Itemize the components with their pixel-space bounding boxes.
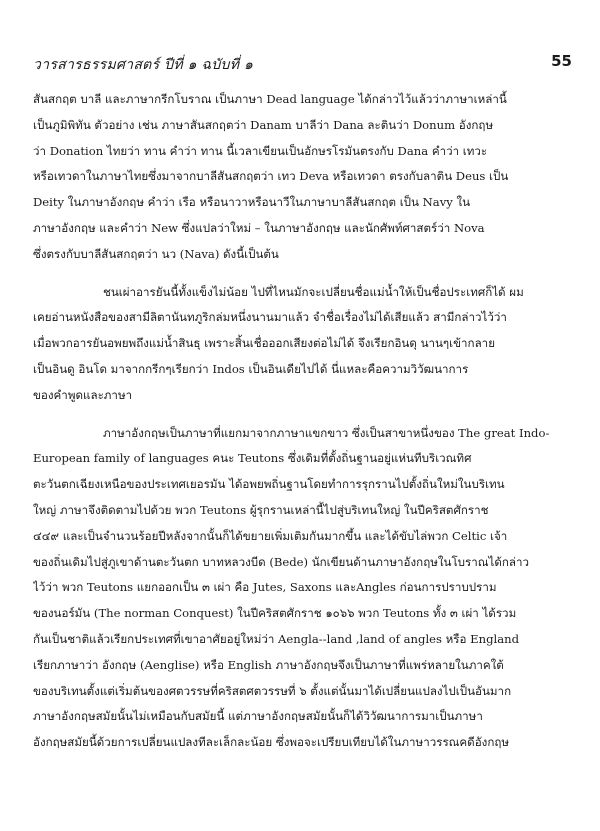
text-line: ภาษาอังกฤษเป็นภาษาที่แยกมาจากภาษาแขกขาว ซึ่งเป็นสาขาหนึ่งของ The great Indo-	[103, 425, 550, 440]
paragraph	[33, 280, 572, 409]
text-line: ว่า Donation ไทยว่า ทาน คำว่า ทาน นี้เวลาเขียนเป็นอักษรโรมันตรงกับ Dana คำว่า เทวะ	[33, 143, 488, 158]
text-line: เรียกภาษาว่า อังกฤษ (Aenglise) หรือ English ภาษาอังกฤษจึงเป็นภาษาที่แพร่หลายในภาคใต้	[33, 657, 504, 672]
running-head: วารสารธรรมศาสตร์ ปีที่ ๑ ฉบับที่ ๑	[33, 57, 254, 73]
text-line: ไว้ว่า พวก Teutons แยกออกเป็น ๓ เผ่า คือ Jutes, Saxons และAngles ก่อนการปราบปราม	[33, 580, 497, 595]
text-line: ของนอร์มัน (The norman Conquest) ในปีคริสตศักราช ๑๐๖๖ พวก Teutons ทั้ง ๓ เผ่า ได้รวม	[33, 606, 517, 621]
text-line: ตะวันตกเฉียงเหนือของประเทศเยอรมัน ได้อพยพถิ่นฐานโดยทำการรุกรานไปตั้งถิ่นใหม่ในบริเทน	[33, 477, 505, 492]
text-line: ของบริเทนตั้งแต่เริ่มต้นของศตวรรษที่คริสตศตวรรษที่ ๖ ตั้งแต่นั้นมาได้เปลี่ยนแปลงไปเป็นอันมาก	[33, 683, 512, 698]
text-line: European family of languages คนะ Teutons ซึ่งเดิมที่ตั้งถิ่นฐานอยู่แห่นทีบริเวณทิศ	[33, 451, 472, 466]
paragraph	[33, 87, 572, 268]
text-line: สันสกฤต บาลี และภาษากรีกโบราณ เป็นภาษา Dead language ได้กล่าวไว้แล้วว่าภาษาเหล่านี้	[33, 92, 507, 106]
text-line: ภาษาอังกฤษ และคำว่า New ซึ่งแปลว่าใหม่ – ในภาษาอังกฤษ และนักศัพท์ศาสตร์ว่า Nova	[33, 220, 485, 235]
text-line: เป็นภูมิพิทัน ตัวอย่าง เช่น ภาษาสันสกฤตว่า Danam บาลีว่า Dana ละตินว่า Donum อังกฤษ	[33, 117, 494, 132]
text-line: ของคำพูดและภาษา	[33, 387, 133, 402]
text-line: เคยอ่านหนังสือของสามีลิตานันทภูริกล่มหนึ่งนานมาแล้ว จำชื่อเรื่องไม่ได้เสียแล้ว สามีกล่าวไว้ว่า	[33, 310, 507, 325]
body-text	[33, 87, 572, 756]
text-line: ภาษาอังกฤษสมัยนั้นไม่เหมือนกับสมัยนี้ แต่ภาษาอังกฤษสมัยนั้นก็ได้วิวัฒนาการมาเป็นภาษา	[33, 709, 483, 724]
text-line: Deity ในภาษาอังกฤษ คำว่า เรือ หรือนาวาหรือนาวีในภาษาบาลีสันสกฤต เป็น Navy ใน	[33, 195, 471, 210]
text-line: อังกฤษสมัยนี้ด้วยการเปลี่ยนแปลงทีละเล็กละน้อย ซึ่งพอจะเปรียบเทียบได้ในภาษาวรรณคดีอังกฤษ	[33, 735, 510, 750]
text-line: ๔๔๙ และเป็นจำนวนร้อยปีหลังจากนั้นก็ได้ขยายเพิ่มเติมกันมากขึ้น และได้ขับไล่พวก Celtic เจ้า	[33, 528, 508, 543]
text-line: เมื่อพวกอารยันอพยพถึงแม่น้ำสินธุ เพราะสิ้นเชื่อออกเสียงต่อไม่ได้ จึงเรียกอินดุ นานๆเข้ากลาย	[33, 336, 495, 351]
text-line: ของถิ่นเดิมไปสู่ภูเขาด้านตะวันตก บาทหลวงบีด (Bede) นักเขียนด้านภาษาอังกฤษในโบราณได้กล่าว	[33, 554, 530, 569]
text-line: ซึ่งตรงกับบาลีสันสกฤตว่า นว (Nava) ดังนี้เป็นต้น	[33, 246, 279, 261]
text-line: ใหญ่ ภาษาจึงติดตามไปด้วย พวก Teutons ผู้รุกรานเหล่านี้ไปสู่บริเทนใหญ่ ในปีคริสตศักราช	[33, 502, 489, 517]
paragraph	[33, 421, 572, 756]
page-header	[33, 52, 572, 78]
text-line: หรือเทวดาในภาษาไทยซึ่งมาจากบาลีสันสกฤตว่า เทว Deva หรือเทวดา ตรงกับลาติน Deus เป็น	[33, 169, 509, 184]
text-line: ชนเผ่าอารยันนี้ทั้งแข็งไม่น้อย ไปที่ไหนมักจะเปลี่ยนชื่อแม่น้ำให้เป็นชื่อประเทศก็ได้ ผม	[103, 284, 524, 299]
text-line: กันเป็นชาติแล้วเรียกประเทศที่เขาอาศัยอยู่ใหม่ว่า Aengla--land ,land of angles หรือ England	[33, 631, 520, 646]
page-number: 55	[551, 52, 572, 70]
text-line: เป็นอินดู อินโด มาจากกรีกๆเรียกว่า Indos เป็นอินเดียไปได้ นี่แหละคือความวิวัฒนาการ	[33, 361, 469, 376]
